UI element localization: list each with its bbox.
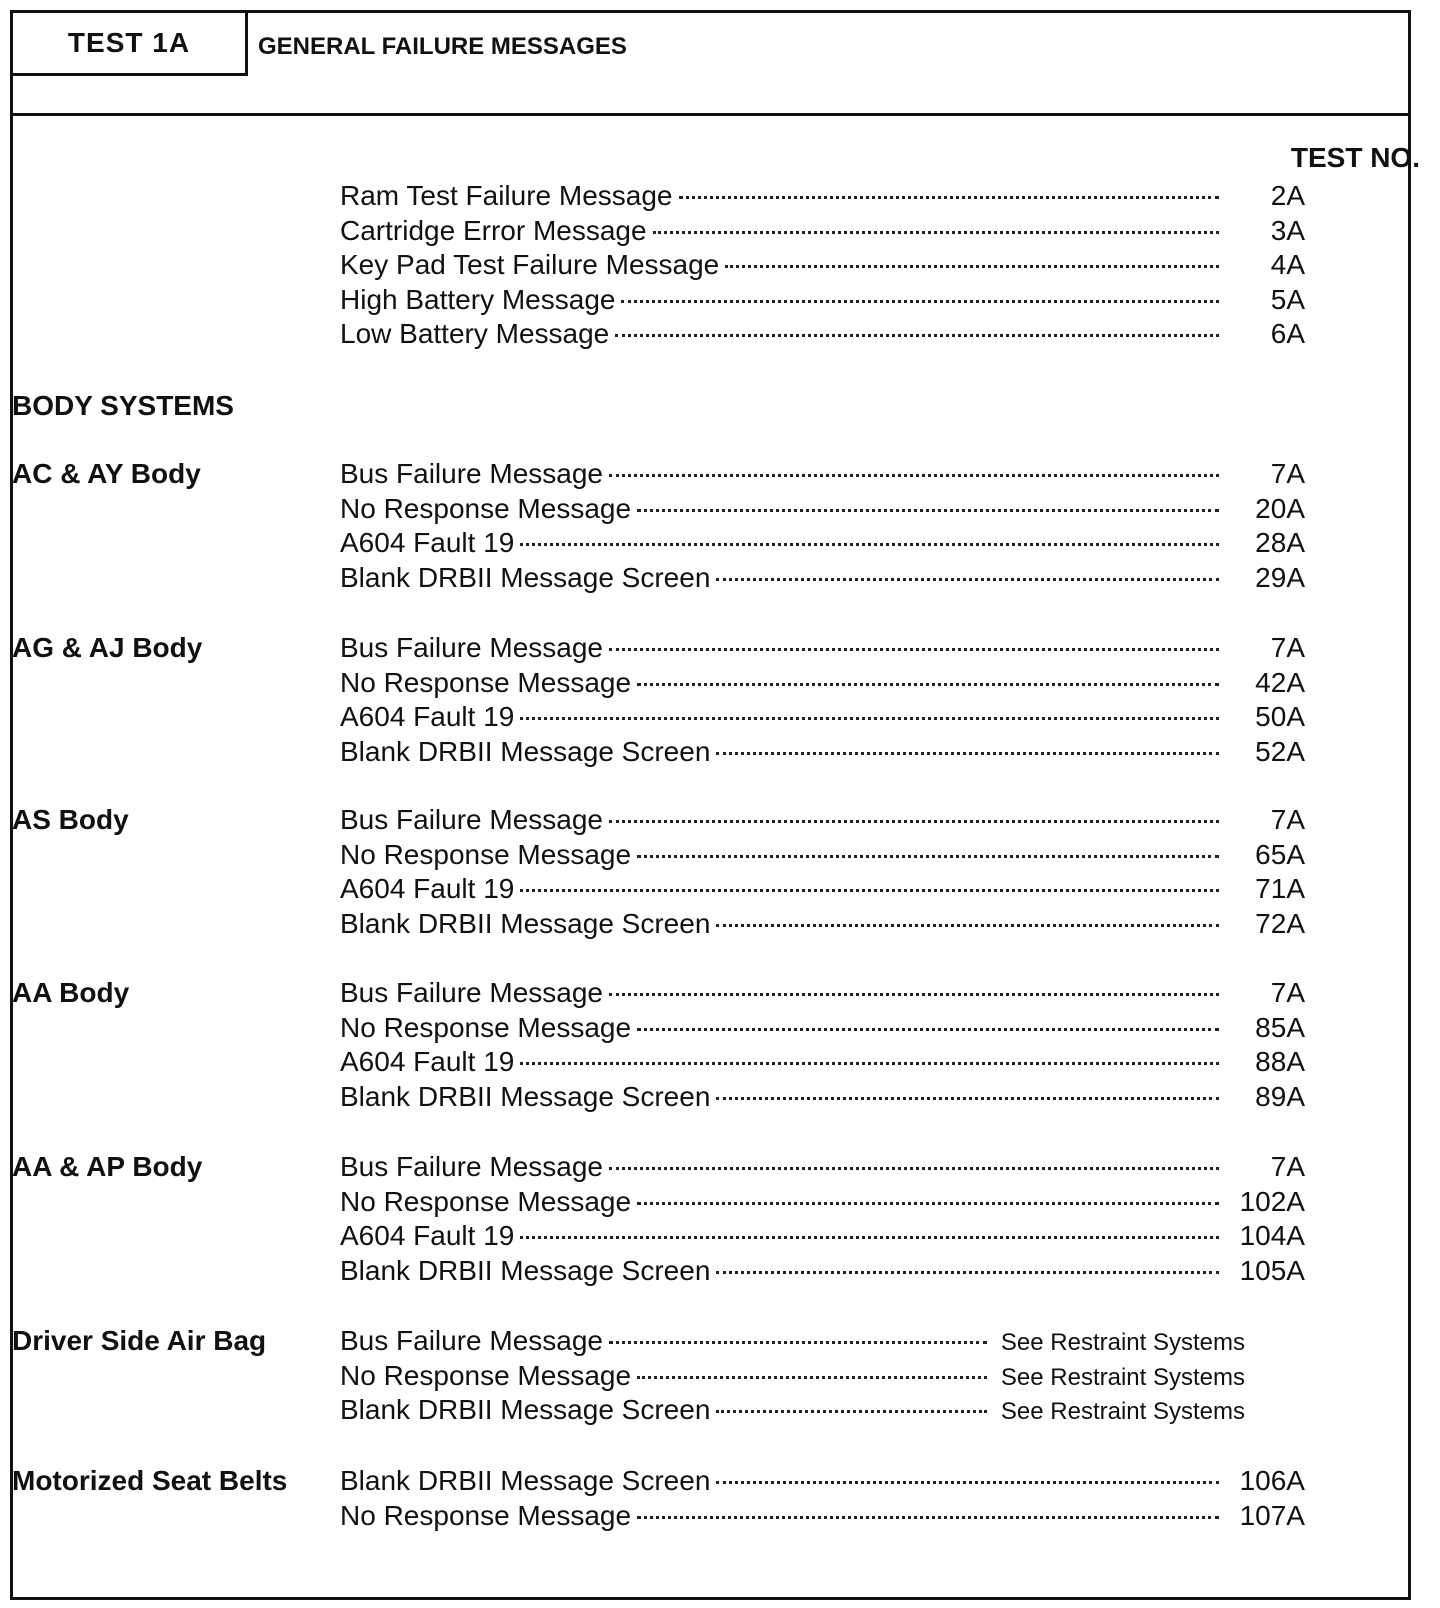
table-row: [340, 1465, 1305, 1499]
table-row: [340, 458, 1305, 492]
table-row: [340, 1220, 1305, 1254]
test-number: 20A: [1255, 492, 1305, 524]
table-row: [340, 908, 1305, 942]
page-title: GENERAL FAILURE MESSAGES: [258, 33, 627, 60]
table-row: [340, 1325, 1245, 1359]
dot-leader: [716, 1481, 1219, 1484]
test-number: 6A: [1270, 318, 1305, 350]
dot-leader: [637, 1376, 987, 1379]
test-number: 2A: [1270, 180, 1305, 211]
test-number: 104A: [1239, 1220, 1305, 1252]
table-row: [340, 1255, 1305, 1289]
dot-leader: [520, 1236, 1219, 1239]
message-name: Blank DRBII Message Screen: [340, 561, 711, 593]
header-row: [13, 13, 1408, 116]
table-row: [340, 180, 1305, 214]
group-label: AC & AY Body: [12, 458, 201, 489]
dot-leader: [520, 717, 1219, 720]
dot-leader: [716, 1410, 987, 1413]
table-row: [340, 1186, 1305, 1220]
message-name: Blank DRBII Message Screen: [340, 1465, 711, 1496]
table-row: [340, 736, 1305, 770]
test-number: 106A: [1239, 1465, 1305, 1496]
message-name: A604 Fault 19: [340, 527, 515, 559]
test-number: 3A: [1270, 214, 1305, 246]
message-name: A604 Fault 19: [340, 873, 515, 905]
test-number: 85A: [1255, 1011, 1305, 1043]
message-name: Bus Failure Message: [340, 977, 604, 1008]
dot-leader: [609, 820, 1219, 823]
dot-leader: [520, 889, 1219, 892]
message-name: Blank DRBII Message Screen: [340, 735, 711, 767]
dot-leader: [637, 1202, 1219, 1205]
dot-leader: [621, 300, 1219, 303]
test-number: 88A: [1255, 1046, 1305, 1078]
table-row: [340, 1046, 1305, 1080]
dot-leader: [716, 1271, 1219, 1274]
table-row: [340, 1012, 1305, 1046]
message-name: Bus Failure Message: [340, 632, 604, 663]
group-label: AA Body: [12, 977, 130, 1008]
table-row: [340, 284, 1305, 318]
test-number-heading: TEST NO.: [1290, 142, 1420, 173]
group-label: AA & AP Body: [12, 1151, 203, 1182]
message-name: Low Battery Message: [340, 318, 610, 350]
table-row: [340, 1081, 1305, 1115]
dot-leader: [609, 993, 1219, 996]
dot-leader: [609, 474, 1219, 477]
test-number: 7A: [1270, 804, 1305, 835]
message-name: No Response Message: [340, 1185, 632, 1217]
dot-leader: [716, 1097, 1219, 1100]
message-name: Bus Failure Message: [340, 1151, 604, 1182]
test-number: 29A: [1255, 561, 1305, 593]
message-name: High Battery Message: [340, 283, 616, 315]
table-row: [340, 562, 1305, 596]
message-name: A604 Fault 19: [340, 1046, 515, 1078]
dot-leader: [637, 1516, 1219, 1519]
group-label: AS Body: [12, 804, 129, 835]
message-name: No Response Message: [340, 666, 632, 698]
test-number: 4A: [1270, 249, 1305, 281]
dot-leader: [725, 265, 1219, 268]
dot-leader: [716, 924, 1219, 927]
table-row: [340, 667, 1305, 701]
message-name: Bus Failure Message: [340, 1325, 604, 1356]
table-row: [340, 701, 1305, 735]
test-number: 7A: [1270, 977, 1305, 1008]
dot-leader: [716, 752, 1219, 755]
message-name: No Response Message: [340, 492, 632, 524]
dot-leader: [609, 1167, 1219, 1170]
test-number: 89A: [1255, 1080, 1305, 1112]
table-row: [340, 1151, 1305, 1185]
test-number: 7A: [1270, 458, 1305, 489]
dot-leader: [637, 683, 1219, 686]
message-name: Bus Failure Message: [340, 458, 604, 489]
table-row: [340, 215, 1305, 249]
message-name: Cartridge Error Message: [340, 214, 647, 246]
test-number: 7A: [1270, 632, 1305, 663]
section-title: BODY SYSTEMS: [12, 390, 234, 421]
dot-leader: [609, 648, 1219, 651]
test-number: 52A: [1255, 735, 1305, 767]
test-number: 102A: [1239, 1185, 1305, 1217]
dot-leader: [637, 509, 1219, 512]
table-row: [340, 977, 1305, 1011]
test-number: 42A: [1255, 666, 1305, 698]
message-name: Ram Test Failure Message: [340, 180, 673, 211]
message-name: No Response Message: [340, 838, 632, 870]
reference-text: See Restraint Systems: [1000, 1363, 1245, 1391]
table-row: [340, 1394, 1245, 1428]
test-label: TEST 1A: [13, 13, 248, 76]
table-row: [340, 839, 1305, 873]
dot-leader: [679, 196, 1220, 199]
reference-text: See Restraint Systems: [1000, 1329, 1245, 1356]
table-row: [340, 493, 1305, 527]
test-number: 7A: [1270, 1151, 1305, 1182]
dot-leader: [520, 1062, 1219, 1065]
message-name: Blank DRBII Message Screen: [340, 1254, 711, 1286]
dot-leader: [716, 578, 1219, 581]
table-row: [340, 1500, 1305, 1534]
message-name: Key Pad Test Failure Message: [340, 249, 720, 281]
test-number: 50A: [1255, 701, 1305, 733]
table-row: [340, 318, 1305, 352]
dot-leader: [637, 1028, 1219, 1031]
message-name: No Response Message: [340, 1011, 632, 1043]
test-number: 5A: [1270, 283, 1305, 315]
dot-leader: [653, 231, 1219, 234]
message-name: Blank DRBII Message Screen: [340, 907, 711, 939]
table-row: [340, 1360, 1245, 1394]
table-row: [340, 249, 1305, 283]
table-row: [340, 527, 1305, 561]
test-number: 72A: [1255, 907, 1305, 939]
dot-leader: [615, 334, 1219, 337]
table-row: [340, 804, 1305, 838]
test-number: 28A: [1255, 527, 1305, 559]
group-label: Driver Side Air Bag: [12, 1325, 267, 1356]
group-label: AG & AJ Body: [12, 632, 203, 663]
dot-leader: [520, 543, 1219, 546]
message-name: Bus Failure Message: [340, 804, 604, 835]
test-number: 105A: [1239, 1254, 1305, 1286]
dot-leader: [609, 1341, 987, 1344]
test-number: 107A: [1239, 1499, 1305, 1531]
message-name: No Response Message: [340, 1499, 632, 1531]
message-name: A604 Fault 19: [340, 1220, 515, 1252]
table-row: [340, 632, 1305, 666]
message-name: No Response Message: [340, 1359, 632, 1391]
table-row: [340, 873, 1305, 907]
group-label: Motorized Seat Belts: [12, 1465, 288, 1496]
test-number: 71A: [1255, 873, 1305, 905]
message-name: Blank DRBII Message Screen: [340, 1080, 711, 1112]
dot-leader: [637, 855, 1219, 858]
message-name: Blank DRBII Message Screen: [340, 1394, 711, 1426]
test-number: 65A: [1255, 838, 1305, 870]
reference-text: See Restraint Systems: [1000, 1398, 1245, 1426]
message-name: A604 Fault 19: [340, 701, 515, 733]
